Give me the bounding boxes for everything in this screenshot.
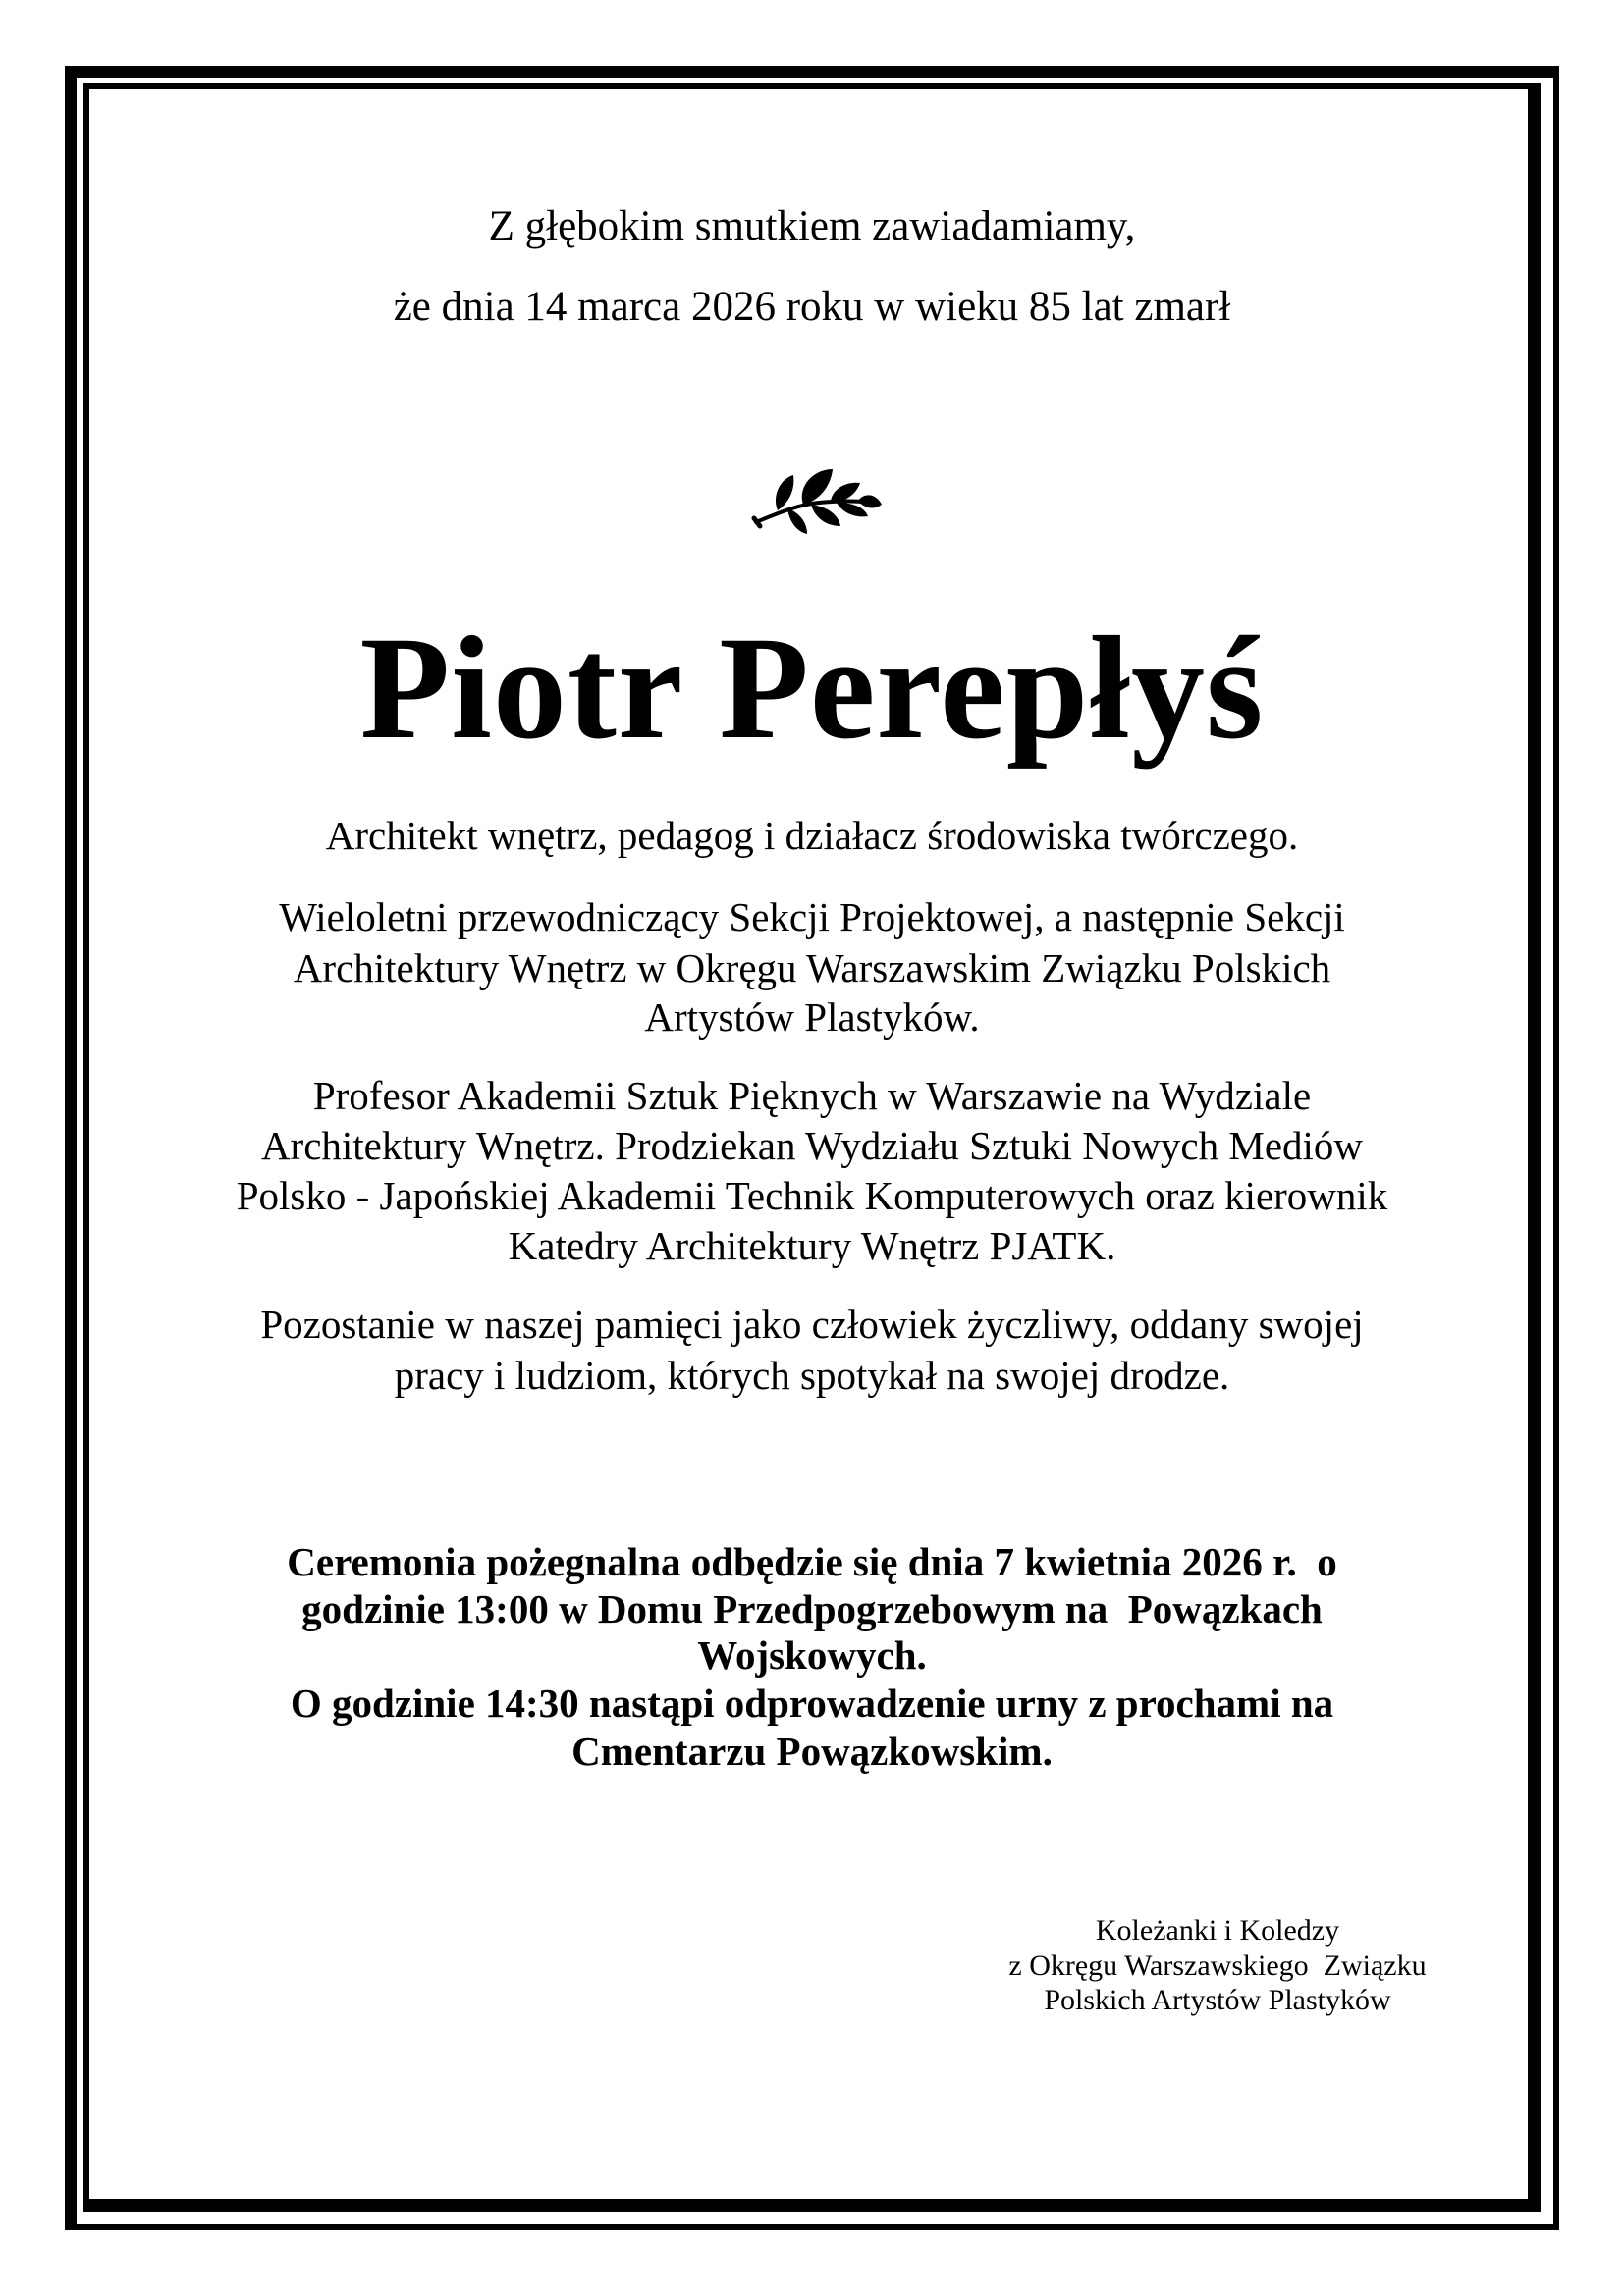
signature-line-3: Polskich Artystów Plastyków (1044, 1984, 1391, 2016)
ceremony-line-5: Cmentarzu Powązkowskim. (571, 1729, 1053, 1774)
bio-paragraph-4-line-2: pracy i ludziom, których spotykał na swojej drodze. (394, 1353, 1230, 1398)
bio-paragraph-3-line-1: Profesor Akademii Sztuk Pięknych w Warszawie na Wydziale (312, 1073, 1312, 1118)
bio-paragraph-4-line-1: Pozostanie w naszej pamięci jako człowiek życzliwy, oddany swojej (260, 1302, 1364, 1347)
bio-paragraph-3-line-4: Katedry Architektury Wnętrz PJATK. (508, 1223, 1116, 1268)
bio-paragraph-3-line-2: Architektury Wnętrz. Prodziekan Wydziału Sztuki Nowych Mediów (260, 1123, 1364, 1168)
announcement-line-2: że dnia 14 marca 2026 roku w wieku 85 lat zmarł (393, 284, 1231, 330)
signature-line-2: z Okręgu Warszawskiego Związku (1008, 1949, 1427, 1982)
bio-paragraph-3-line-3: Polsko - Japońskiej Akademii Technik Komputerowych oraz kierownik (236, 1173, 1388, 1218)
ceremony-line-4: O godzinie 14:30 nastąpi odprowadzenie urny z prochami na (290, 1681, 1334, 1726)
bio-paragraph-2-line-3: Artystów Plastyków. (644, 994, 980, 1040)
bio-paragraph-2-line-1: Wieloletni przewodniczący Sekcji Projektowej, a następnie Sekcji (279, 894, 1345, 939)
bio-paragraph-2-line-2: Architektury Wnętrz w Okręgu Warszawskim Związku Polskich (293, 945, 1331, 990)
announcement-line-1: Z głębokim smutkiem zawiadamiamy, (488, 203, 1136, 249)
signature-line-1: Koleżanki i Koledzy (1095, 1914, 1340, 1947)
bio-paragraph-1-line-1: Architekt wnętrz, pedagog i działacz środowiska twórczego. (325, 813, 1299, 858)
ceremony-line-3: Wojskowych. (697, 1632, 927, 1678)
leaf-branch-icon (750, 467, 884, 536)
ceremony-line-2: godzinie 13:00 w Domu Przedpogrzebowym na Powązkach (301, 1586, 1323, 1631)
deceased-name: Piotr Perepłyś (359, 607, 1265, 770)
ceremony-line-1: Ceremonia pożegnalna odbędzie się dnia 7 kwietnia 2026 r. o (287, 1539, 1337, 1584)
